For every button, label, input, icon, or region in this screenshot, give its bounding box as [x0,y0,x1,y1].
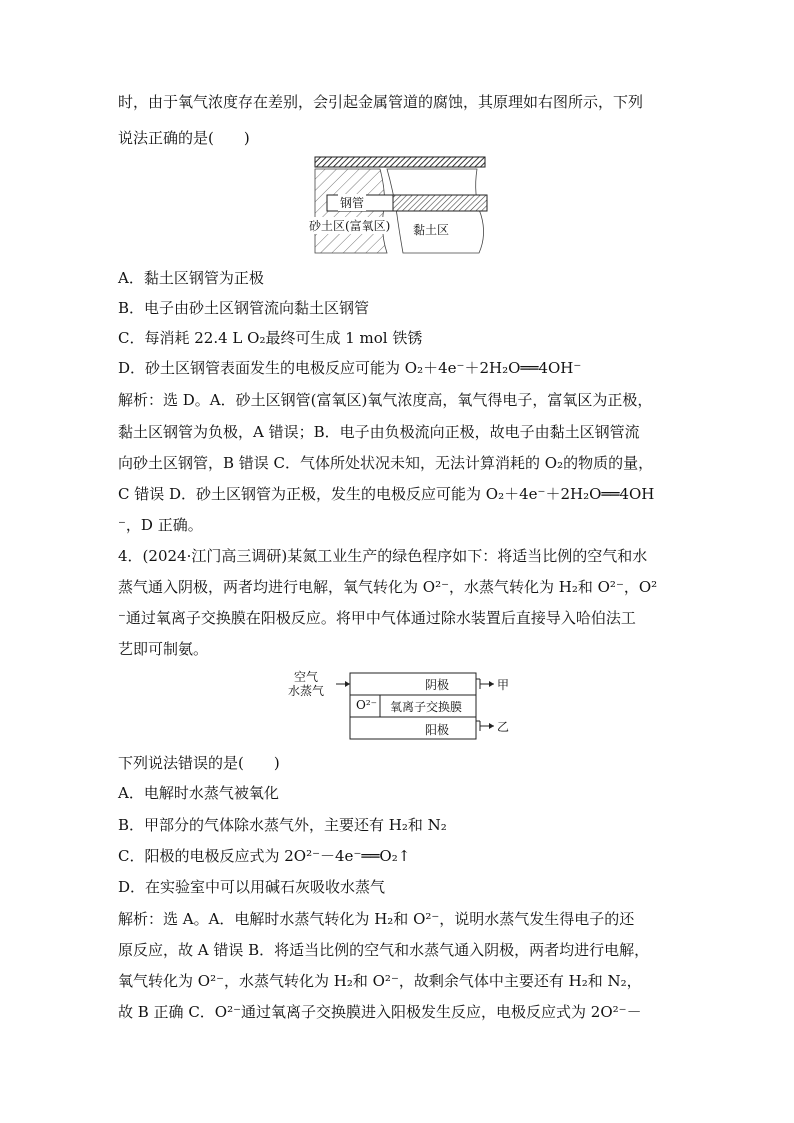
q3-option-d: D．砂土区钢管表面发生的电极反应可能为 O₂＋4e⁻＋2H₂O══4OH⁻ [118,359,582,377]
q4-analysis-line-4: 故 B 正确 C．O²⁻通过氧离子交换膜进入阳极发生反应，电极反应式为 2O²⁻－ [118,1003,642,1021]
q3-option-c: C．每消耗 22.4 L O₂最终可生成 1 mol 铁锈 [118,329,423,347]
outlet-yi-arrowhead [489,723,494,729]
label-jia: 甲 [497,678,510,692]
inlet-arrowhead [345,681,350,687]
label-clay-zone: 黏土区 [413,223,450,237]
q4-option-b: B．甲部分的气体除水蒸气外，主要还有 H₂和 N₂ [118,816,447,834]
electrolysis-figure [280,667,520,747]
q4-analysis-line-3: 氧气转化为 O²⁻，水蒸气转化为 H₂和 O²⁻，故剩余气体中主要还有 H₂和 N₂， [118,972,642,990]
q4-option-a: A．电解时水蒸气被氧化 [118,784,279,802]
label-air: 空气 [294,670,319,684]
q4-option-d: D．在实验室中可以用碱石灰吸收水蒸气 [118,878,386,896]
q4-stem-line-4: 艺即可制氨。 [118,640,209,658]
ground-surface-bar [315,157,485,167]
steel-pipe-clay-section [393,195,487,211]
q3-stem-line-1: 时，由于氧气浓度存在差别，会引起金属管道的腐蚀，其原理如右图所示，下列 [118,93,644,111]
label-sand-zone: 砂土区(富氧区) [309,219,391,233]
q3-analysis-line-4: C 错误 D．砂土区钢管为正极，发生的电极反应可能为 O₂＋4e⁻＋2H₂O══4OH [118,485,655,503]
q4-analysis-line-2: 原反应，故 A 错误 B．将适当比例的空气和水蒸气通入阴极，两者均进行电解， [118,941,650,959]
q3-option-b: B．电子由砂土区钢管流向黏土区钢管 [118,299,370,317]
q3-option-a: A．黏土区钢管为正极 [118,269,264,287]
q4-stem-line-2: 蒸气通入阴极，两者均进行电解，氧气转化为 O²⁻，水蒸气转化为 H₂和 O²⁻，O² [118,578,658,596]
outlet-jia-arrowhead [489,681,494,687]
label-oxide-ion: O²⁻ [356,698,377,712]
q3-analysis-line-2: 黏土区钢管为负极，A 错误；B．电子由负极流向正极，故电子由黏土区钢管流 [118,423,640,441]
q3-analysis-line-5: ⁻，D 正确。 [118,516,203,534]
q4-stem-line-3: ⁻通过氧离子交换膜在阳极反应。将甲中气体通过除水装置后直接导入哈伯法工 [118,609,636,627]
q4-analysis-line-1: 解析：选 A。A．电解时水蒸气转化为 H₂和 O²⁻，说明水蒸气发生得电子的还 [118,910,635,928]
q4-option-c: C．阳极的电极反应式为 2O²⁻－4e⁻══O₂↑ [118,847,411,865]
q3-analysis-line-1: 解析：选 D。A．砂土区钢管(富氧区)氧气浓度高，氧气得电子，富氧区为正极， [118,391,653,409]
q4-question: 下列说法错误的是( ) [118,754,280,772]
label-steam: 水蒸气 [288,684,325,698]
label-membrane: 氧离子交换膜 [390,700,463,714]
q3-stem-line-2: 说法正确的是( ) [118,129,250,147]
label-anode: 阳极 [425,723,450,737]
label-steel-pipe: 钢管 [340,196,365,210]
corrosion-diagram [305,155,490,265]
q3-analysis-line-3: 向砂土区钢管，B 错误 C．气体所处状况未知，无法计算消耗的 O₂的物质的量， [118,454,654,472]
corrosion-figure [305,155,490,265]
q4-stem-line-1: 4．(2024·江门高三调研)某氮工业生产的绿色程序如下：将适当比例的空气和水 [118,547,648,565]
label-yi: 乙 [497,720,510,734]
label-cathode: 阴极 [425,678,450,692]
